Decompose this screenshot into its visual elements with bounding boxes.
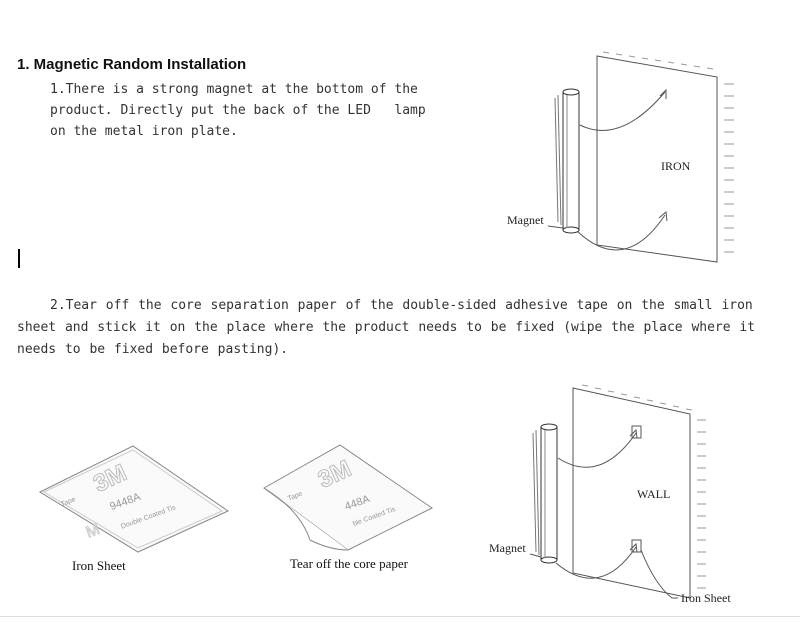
logo-3m-1: 3M: [89, 459, 131, 498]
step-2-text: 2.Tear off the core separation paper of the double-sided adhesive tape on the small iron sheet and stick it on the place where the product needs to be fixed (wipe the place where it needs to be fixed before pasting).: [17, 298, 756, 357]
magnet-label-1: Magnet: [507, 213, 544, 227]
lamp-tube-2: [541, 424, 557, 563]
iron-label: IRON: [661, 159, 691, 173]
sheet2-code: 448A: [343, 493, 372, 514]
sheet1-tape-sub: Double Coated Tis: [120, 504, 177, 531]
logo-3m-2: 3M: [313, 455, 356, 494]
svg-text:M: M: [83, 521, 103, 542]
sheet2-tape-sub: ble Coated Tis: [352, 506, 397, 528]
sheet2-tape-text: Tape: [286, 490, 304, 503]
iron-sheet-label: Iron Sheet: [681, 591, 731, 605]
magnet-label-2: Magnet: [489, 541, 526, 555]
divider: [0, 616, 800, 617]
sheet1-code: 9448A: [108, 490, 143, 514]
wall-label: WALL: [637, 487, 671, 501]
step-1-text: 1.There is a strong magnet at the bottom of the product. Directly put the back of the LED lamp on the metal iron plate.: [50, 82, 426, 139]
caption-tear-off: Tear off the core paper: [290, 556, 408, 571]
sheet1-tape-text: Tape: [59, 496, 77, 509]
caption-iron-sheet: Iron Sheet: [72, 558, 126, 573]
section-heading: 1. Magnetic Random Installation: [17, 56, 247, 73]
